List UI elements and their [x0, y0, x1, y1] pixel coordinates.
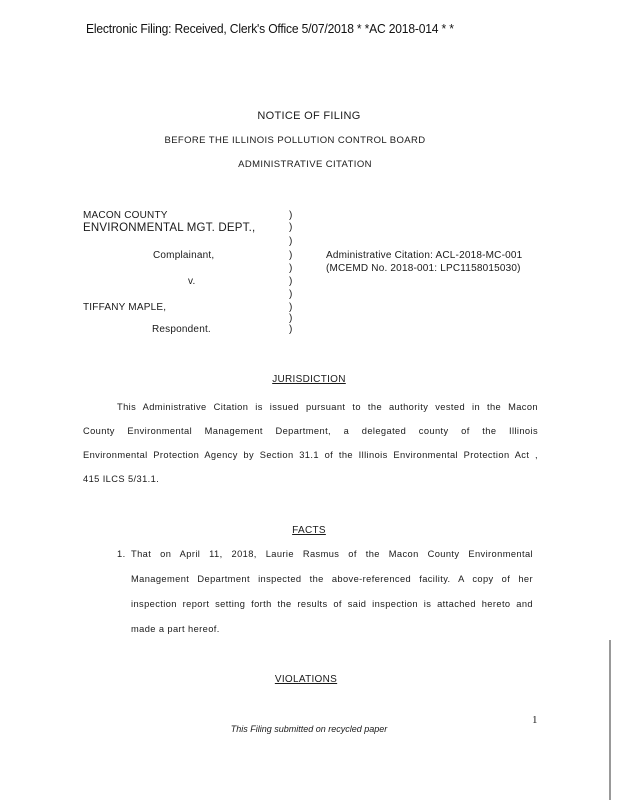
complainant-role: Complainant,: [153, 250, 215, 261]
electronic-filing-stamp: Electronic Filing: Received, Clerk's Office 5/07/2018 * *AC 2018-014 * *: [86, 21, 454, 36]
respondent-name: TIFFANY MAPLE,: [83, 302, 167, 313]
caption-paren: ): [289, 276, 293, 287]
citation-title: ADMINISTRATIVE CITATION: [238, 159, 372, 170]
jurisdiction-heading: JURISDICTION: [272, 374, 346, 385]
versus: v.: [188, 276, 196, 287]
caption-paren: ): [289, 289, 293, 300]
recycled-paper-footer: This Filing submitted on recycled paper: [230, 724, 388, 734]
complainant-line1: MACON COUNTY: [83, 210, 168, 221]
caption-paren: ): [289, 324, 293, 335]
facts-line: That on April 11, 2018, Laurie Rasmus of the Macon County Environmental: [131, 549, 533, 559]
facts-line: inspection report setting forth the results of said inspection is attached hereto and: [131, 599, 533, 609]
citation-number: Administrative Citation: ACL-2018-MC-001: [326, 250, 523, 261]
caption-paren: ): [289, 263, 293, 274]
jurisdiction-line: This Administrative Citation is issued pursuant to the authority vested in the Macon: [117, 402, 538, 412]
caption-paren: ): [289, 302, 293, 313]
facts-line: Management Department inspected the above-referenced facility. A copy of her: [131, 574, 533, 584]
facts-item-number: 1.: [117, 549, 126, 559]
violations-heading: VIOLATIONS: [274, 674, 338, 685]
complainant-line2: ENVIRONMENTAL MGT. DEPT.,: [83, 222, 256, 234]
page-number: 1: [532, 714, 538, 726]
facts-heading: FACTS: [292, 525, 326, 536]
jurisdiction-line: 415 ILCS 5/31.1.: [83, 474, 160, 484]
scan-edge-divider: [609, 640, 611, 800]
caption-paren: ): [289, 236, 293, 247]
caption-paren: ): [289, 313, 293, 324]
mcemd-number: (MCEMD No. 2018-001: LPC1158015030): [326, 263, 521, 274]
board-title: BEFORE THE ILLINOIS POLLUTION CONTROL BOARD: [164, 135, 426, 146]
facts-line: made a part hereof.: [131, 624, 220, 634]
respondent-role: Respondent.: [152, 324, 211, 335]
caption-paren: ): [289, 210, 293, 221]
caption-paren: ): [289, 250, 293, 261]
jurisdiction-line: Environmental Protection Agency by Section 31.1 of the Illinois Environmental Protection Act ,: [83, 450, 538, 460]
jurisdiction-line: County Environmental Management Department, a delegated county of the Illinois: [83, 426, 538, 436]
caption-paren: ): [289, 222, 293, 233]
notice-title: NOTICE OF FILING: [257, 110, 361, 122]
